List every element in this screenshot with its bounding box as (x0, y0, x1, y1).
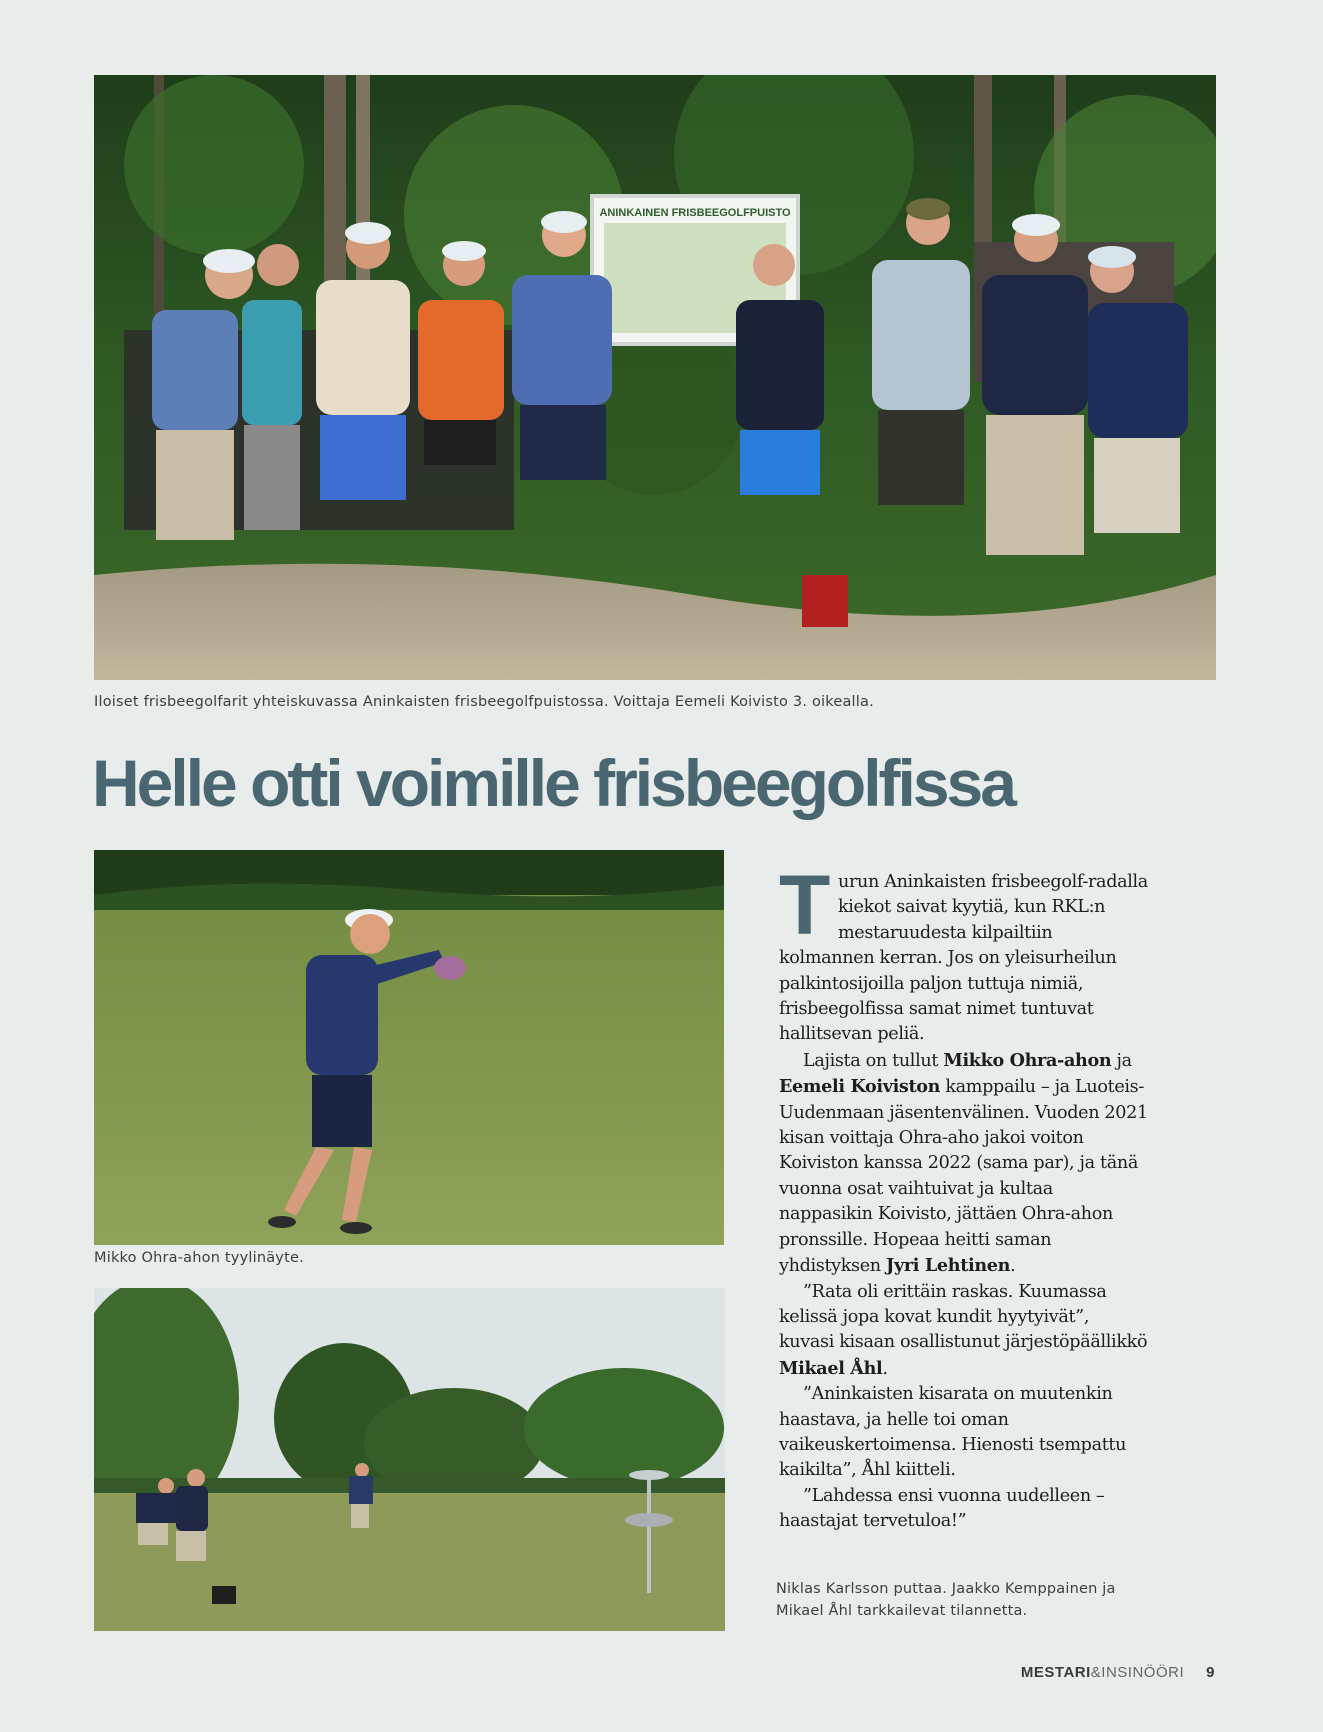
paragraph-4: ”Aninkaisten kisarata on muutenkin haastava, ja helle toi oman vaikeuskertoimensa. Hienosti tsempattu kaikilta”, Åhl kiitteli. (779, 1384, 1127, 1481)
top-photo-caption: Iloiset frisbeegolfarit yhteiskuvassa Aninkaisten frisbeegolfpuistossa. Voittaja Eemeli Koivisto 3. oikealla. (94, 694, 874, 710)
paragraph-3-text-b: . (882, 1358, 888, 1379)
paragraph-2-text-d: . (1010, 1256, 1016, 1277)
paragraph-2-text-b: ja (1111, 1050, 1132, 1071)
paragraph-2-text-a: Lajista on tullut (803, 1050, 944, 1071)
group-photo (94, 75, 1216, 680)
drop-cap: T (779, 858, 830, 952)
page-number: 9 (1206, 1664, 1215, 1681)
article-headline: Helle otti voimille frisbeegolfissa (92, 746, 1014, 820)
thrower-photo (94, 850, 724, 1245)
paragraph-3-text-a: ”Rata oli erittäin raskas. Kuumassa kelissä jopa kovat kundit hyytyivät”, kuvasi kisaan osallistunut järjestöpäällikkö (779, 1281, 1148, 1353)
paragraph-2 (779, 1048, 1149, 1280)
name-jyri: Jyri Lehtinen (886, 1255, 1011, 1277)
sign-label: ANINKAINEN FRISBEEGOLFPUISTO (599, 207, 791, 219)
publication-name-a: MESTARI (1020, 1664, 1091, 1681)
paragraph-3 (779, 1280, 1149, 1383)
paragraph-5: ”Lahdessa ensi vuonna uudelleen – haastajat tervetuloa!” (779, 1485, 1105, 1532)
page-footer (1021, 1664, 1215, 1681)
name-mikko: Mikko Ohra-ahon (943, 1049, 1112, 1071)
name-mikael: Mikael Åhl (779, 1357, 883, 1379)
thrower-photo-caption: Mikko Ohra-ahon tyylinäyte. (94, 1250, 304, 1266)
name-eemeli: Eemeli Koiviston (779, 1076, 941, 1098)
article-body (779, 858, 1149, 1535)
paragraph-1-text: urun Aninkaisten frisbeegolf-radalla kiekot saivat kyytiä, kun RKL:n mestaruudesta kilpailtiin kolmannen kerran. Jos on yleisurheilun palkintosijoilla paljon tuttuja nimiä, frisbeegolfissa samat nimet tuntuvat hallitsevan peliä. (779, 872, 1148, 1045)
publication-name-b: &INSINÖÖRI (1090, 1664, 1185, 1681)
paragraph-2-text-c: kamppailu – ja Luoteis-Uudenmaan jäsentenvälinen. Vuoden 2021 kisan voittaja Ohra-aho jakoi voiton Koiviston kanssa 2022 (sama par), ja tänä vuonna osat vaihtuivat ja kultaa nappasikin Koivisto, jättäen Ohra-ahon pronssille. Hopeaa heitti saman yhdistyksen (779, 1077, 1148, 1277)
putting-photo (94, 1288, 725, 1631)
paragraph-1 (779, 858, 1149, 1048)
putting-photo-caption: Niklas Karlsson puttaa. Jaakko Kemppainen ja Mikael Åhl tarkkailevat tilannetta. (776, 1581, 1116, 1619)
